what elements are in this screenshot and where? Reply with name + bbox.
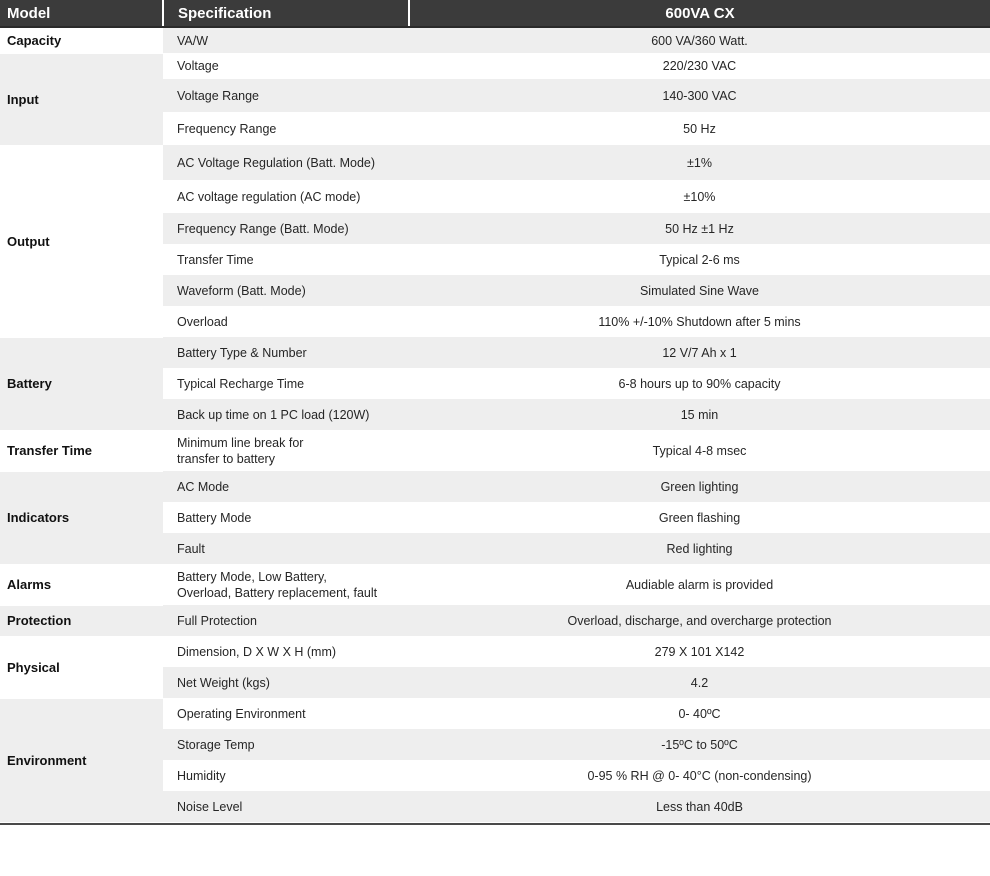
spec-name: Noise Level	[163, 791, 409, 822]
spec-name: Frequency Range	[177, 121, 277, 136]
spec-name: AC Voltage Regulation (Batt. Mode)	[163, 145, 409, 180]
spec-value: Green lighting	[409, 471, 990, 502]
group-label: Input	[0, 53, 163, 145]
spec-name: Frequency Range (Batt. Mode)	[163, 213, 409, 244]
spec-value: 600 VA/360 Watt.	[409, 27, 990, 53]
header-model: Model	[0, 0, 163, 27]
spec-name: Back up time on 1 PC load (120W)	[163, 399, 409, 430]
header-row	[0, 0, 990, 27]
group-label: Environment	[0, 698, 163, 822]
spec-value: 220/230 VAC	[662, 59, 737, 73]
spec-body	[0, 27, 990, 822]
header-value: 600VA CX	[409, 0, 990, 27]
spec-name: VA/W	[163, 27, 409, 53]
spec-value: ±10%	[683, 189, 716, 204]
table-row	[0, 698, 990, 729]
spec-name: Battery Type & Number	[163, 337, 409, 368]
table-row	[0, 471, 990, 502]
spec-name: Minimum line break for transfer to battery	[177, 435, 304, 466]
spec-name: AC voltage regulation (AC mode)	[177, 189, 361, 204]
spec-value: Less than 40dB	[409, 791, 990, 822]
group-label: Indicators	[0, 471, 163, 564]
spec-name: Operating Environment	[177, 706, 306, 721]
spec-value: 50 Hz ±1 Hz	[409, 213, 990, 244]
spec-value: 279 X 101 X142	[654, 644, 745, 659]
spec-value: 12 V/7 Ah x 1	[409, 337, 990, 368]
spec-value: 15 min	[409, 399, 990, 430]
spec-name: Fault	[163, 533, 409, 564]
spec-name: AC Mode	[163, 471, 409, 502]
spec-value: Typical 4-8 msec	[652, 443, 747, 458]
group-label: Protection	[0, 605, 163, 636]
spec-name: Humidity	[177, 768, 226, 783]
group-label: Battery	[0, 337, 163, 430]
spec-value: Simulated Sine Wave	[409, 275, 990, 306]
spec-value: Audiable alarm is provided	[625, 577, 774, 592]
spec-value: Red lighting	[409, 533, 990, 564]
table-row	[0, 337, 990, 368]
spec-value: 140-300 VAC	[409, 79, 990, 112]
spec-value: Typical 2-6 ms	[659, 252, 740, 267]
spec-value: 50 Hz	[683, 121, 716, 136]
spec-name: Transfer Time	[177, 252, 254, 267]
table-row	[0, 27, 990, 53]
spec-name: Typical Recharge Time	[177, 376, 305, 391]
spec-name: Dimension, D X W X H (mm)	[177, 644, 337, 659]
group-label: Transfer Time	[0, 430, 163, 471]
bottom-rule	[0, 823, 990, 825]
table-row	[0, 636, 990, 667]
spec-name: Storage Temp	[163, 729, 409, 760]
spec-name: Overload	[177, 314, 228, 329]
spec-value: 0-95 % RH @ 0- 40°C (non-condensing)	[587, 768, 812, 783]
spec-name: Full Protection	[163, 605, 409, 636]
spec-name: Battery Mode	[177, 510, 252, 525]
group-label: Physical	[0, 636, 163, 698]
spec-name: Voltage Range	[163, 79, 409, 112]
table-row	[0, 430, 990, 471]
spec-value: 0- 40ºC	[678, 706, 721, 721]
spec-name: Waveform (Batt. Mode)	[163, 275, 409, 306]
spec-value: Overload, discharge, and overcharge protection	[409, 605, 990, 636]
spec-value: Green flashing	[658, 510, 741, 525]
spec-name: Net Weight (kgs)	[163, 667, 409, 698]
spec-value: 6-8 hours up to 90% capacity	[618, 376, 781, 391]
spec-value: 4.2	[409, 667, 990, 698]
header-specification: Specification	[163, 0, 409, 27]
group-label: Output	[0, 145, 163, 337]
table-row	[0, 145, 990, 180]
spec-name: Voltage	[177, 59, 219, 73]
spec-value: 110% +/-10% Shutdown after 5 mins	[598, 314, 801, 329]
spec-name: Battery Mode, Low Battery, Overload, Battery replacement, fault	[177, 569, 378, 600]
table-row	[0, 53, 990, 79]
group-label: Capacity	[0, 27, 163, 53]
spec-value: -15ºC to 50ºC	[409, 729, 990, 760]
spec-value: ±1%	[409, 145, 990, 180]
group-label: Alarms	[0, 564, 163, 605]
table-row	[0, 564, 990, 605]
table-row	[0, 605, 990, 636]
